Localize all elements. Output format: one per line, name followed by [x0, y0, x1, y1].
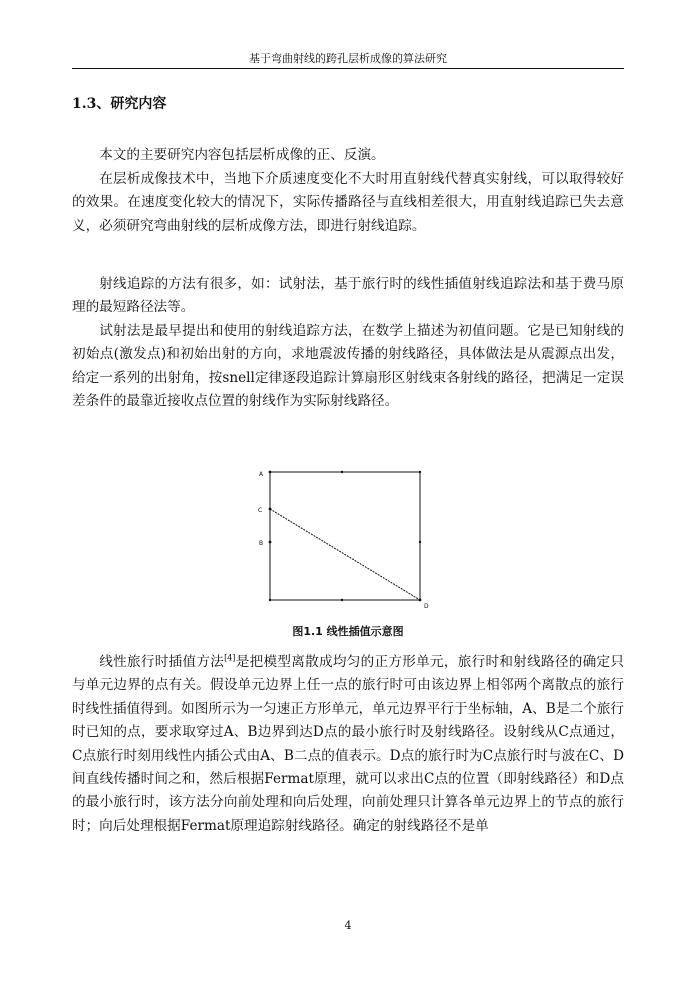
- paragraph-4: 试射法是最早提出和使用的射线追踪方法，在数学上描述为初值问题。它是已知射线的初始点(激发点)和初始出射的方向，求地震波传播的射线路径，具体做法是从震源点出发，给定一系列的出射角，按snell定律逐段追踪计算扇形区射线束各射线的路径，把满足一定误差条件的最靠近接收点位置的射线作为实际射线路径。: [72, 323, 624, 410]
- citation-marker: [4]: [224, 653, 236, 663]
- label-d: D: [424, 603, 429, 610]
- paragraph-2: 在层析成像技术中，当地下介质速度变化不大时用直射线代替真实射线，可以取得较好的效果。在速度变化较大的情况下，实际传播路径与直线相差很大，用直射线追踪已失去意义，必须研究弯曲射线的层析成像方法，即进行射线追踪。: [72, 171, 624, 234]
- figure-diagram: [250, 466, 436, 616]
- paragraph-5-body: 是把模型离散成均匀的正方形单元，旅行时和射线路径的确定只与单元边界的点有关。假设单元边界上任一点的旅行时可由该边界上相邻两个离散点的旅行时线性插值得到。如图所示为一匀速正方形单元，单元边界平行于坐标轴，A、B是二个旅行时已知的点，要求取穿过A、B边界到达D点的最小旅行时及射线路径。设射线从C点通过，C点旅行时刻用线性内插公式由A、B二点的值表示。D点的旅行时为C点旅行时与波在C、D间直线传播时间之和，然后根据Fermat原理，就可以求出C点的位置（即射线路径）和D点的最小旅行时，该方法分向前处理和向后处理，向前处理只计算各单元边界上的节点的旅行时；向后处理根据Fermat原理追踪射线路径。确定的射线路径不是单: [72, 654, 625, 834]
- label-c: C: [258, 507, 263, 514]
- paragraph-3: 射线追踪的方法有很多，如：试射法，基于旅行时的线性插值射线追踪法和基于费马原理的最短路径法等。: [72, 276, 624, 316]
- node-point-d: [419, 599, 422, 602]
- node-point-top-right: [419, 471, 421, 473]
- node-point-a: [269, 471, 272, 474]
- header-rule: [72, 68, 624, 69]
- section-title: 1.3、研究内容: [72, 96, 167, 112]
- node-point-b: [269, 541, 272, 544]
- label-a: A: [259, 471, 264, 478]
- node-point-top: [341, 471, 343, 473]
- node-point-bottom: [341, 599, 343, 601]
- node-point-bottom-left: [269, 599, 271, 601]
- label-b: B: [259, 540, 264, 547]
- paragraph-1: 本文的主要研究内容包括层析成像的正、反演。: [99, 147, 385, 163]
- cell-boundary: [270, 472, 420, 600]
- page-number: 4: [344, 919, 352, 932]
- paragraph-5: [72, 651, 624, 838]
- paragraph-5-lead: 线性旅行时插值方法: [99, 654, 225, 670]
- figure-caption: 图1.1 线性插值示意图: [292, 625, 404, 638]
- ray-path: [270, 509, 420, 600]
- figure-linear-interpolation: [250, 466, 436, 616]
- node-point-right: [419, 541, 421, 543]
- node-point-c: [269, 508, 272, 511]
- running-header: 基于弯曲射线的跨孔层析成像的算法研究: [249, 52, 447, 65]
